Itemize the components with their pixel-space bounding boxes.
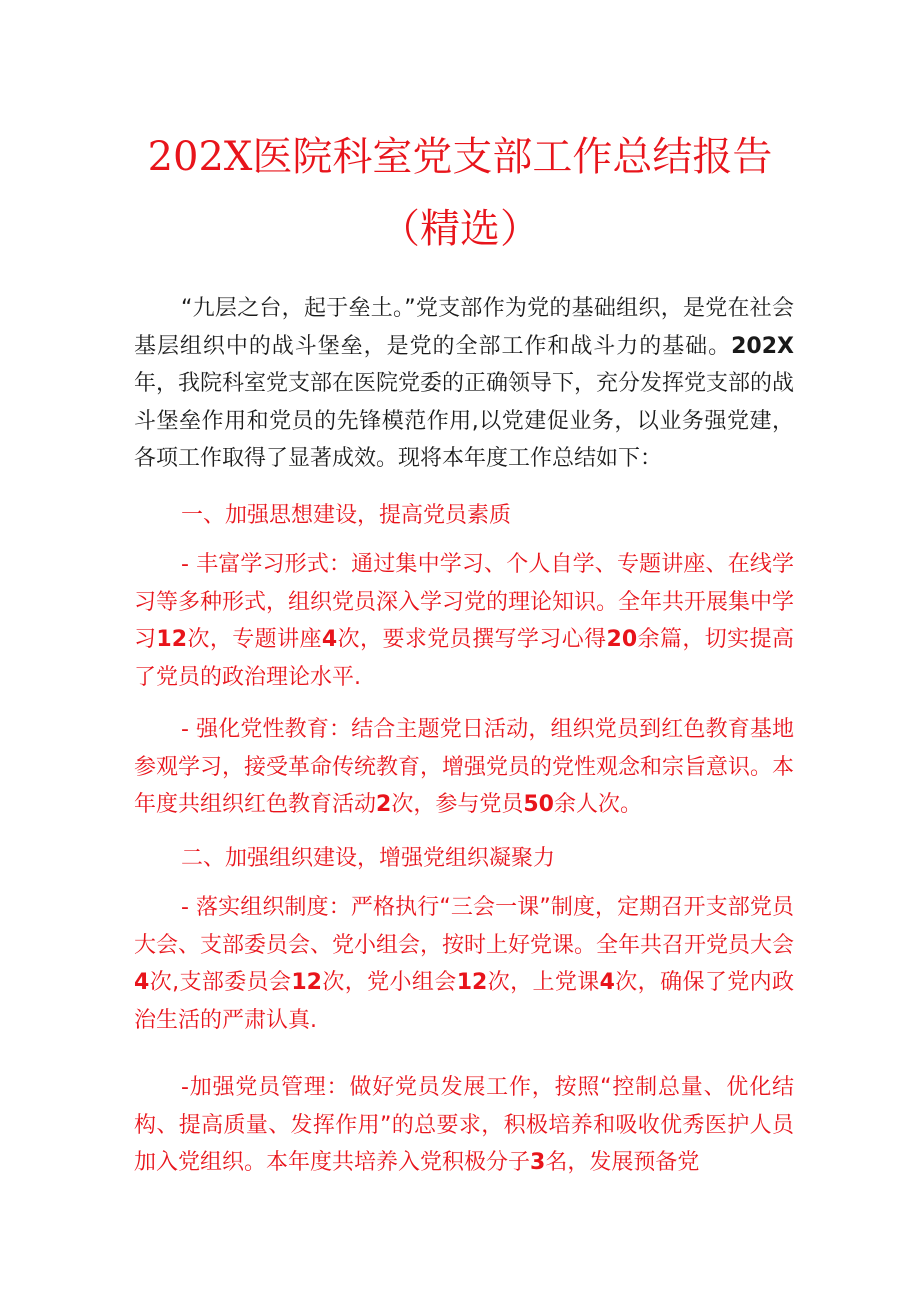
bold-number: 12 (456, 970, 488, 995)
text-run: 次，确保了党内政治生活的严肃认真. (134, 970, 794, 1033)
text-run: - 强化党性教育：结合主题党日活动，组织党员到红色教育基地参观学习，接受革命传统教育，增强党员的党性观念和宗旨意识。本年度共组织红色教育活动 (134, 717, 795, 817)
bold-number: 20 (606, 627, 638, 652)
list-item-party-education (134, 711, 794, 824)
document-subtitle: （精选） (380, 206, 540, 252)
bold-number: 12 (291, 970, 322, 995)
list-item-member-management (134, 1069, 794, 1182)
text-run: - 丰富学习形式：通过集中学习、个人自学、专题讲座、在线学习等多种形式，组织党员深入学习党的理论知识。全年共开展集中学习 (134, 552, 795, 652)
list-item-study-forms (134, 546, 794, 696)
bold-number: 3 (530, 1150, 546, 1175)
list-item-organization-system (134, 889, 794, 1039)
text-run: 次，要求党员撰写学习心得 (337, 627, 607, 652)
document-title: 202X医院科室党支部工作总结报告 (147, 134, 773, 180)
bold-number: 50 (523, 792, 554, 817)
bold-number: 4 (321, 627, 338, 652)
text-run: 余篇，切实提高了党员的政治理论水平. (134, 627, 794, 690)
text-run: 名，发展预备党 (545, 1150, 700, 1175)
bold-number: 202X (731, 333, 794, 359)
text-run: 次，参与党员 (391, 792, 524, 817)
bold-number: 12 (156, 627, 188, 652)
text-run: 次，党小组会 (322, 970, 457, 995)
intro-paragraph (134, 290, 794, 478)
text-run: -加强党员管理：做好党员发展工作，按照“控制总量、优化结构、提高质量、发挥作用”的总要求，积极培养和吸收优秀医护人员加入党组织。本年度共培养入党积极分子 (134, 1075, 794, 1175)
text-run: “九层之台，起于垒土。”党支部作为党的基础组织，是党在社会基层组织中的战斗堡垒，是党的全部工作和战斗力的基础。 (134, 296, 794, 359)
bold-number: 4 (134, 970, 150, 995)
section-heading-1: 一、加强思想建设，提高党员素质 (181, 503, 512, 528)
text-run: 余人次。 (553, 792, 642, 817)
text-run: 次，专题讲座 (187, 627, 322, 652)
bold-number: 2 (376, 792, 392, 817)
text-run: - 落实组织制度：严格执行“三会一课”制度，定期召开支部党员大会、支部委员会、党小组会，按时上好党课。全年共召开党员大会 (134, 895, 795, 958)
text-run: 次,支部委员会 (149, 970, 292, 995)
section-heading-2: 二、加强组织建设，增强党组织凝聚力 (181, 846, 556, 871)
bold-number: 4 (599, 970, 615, 995)
text-run: 年，我院科室党支部在医院党委的正确领导下，充分发挥党支部的战斗堡垒作用和党员的先锋模范作用,以党建促业务，以业务强党建，各项工作取得了显著成效。现将本年度工作总结如下： (134, 371, 795, 471)
text-run: 次，上党课 (487, 970, 600, 995)
